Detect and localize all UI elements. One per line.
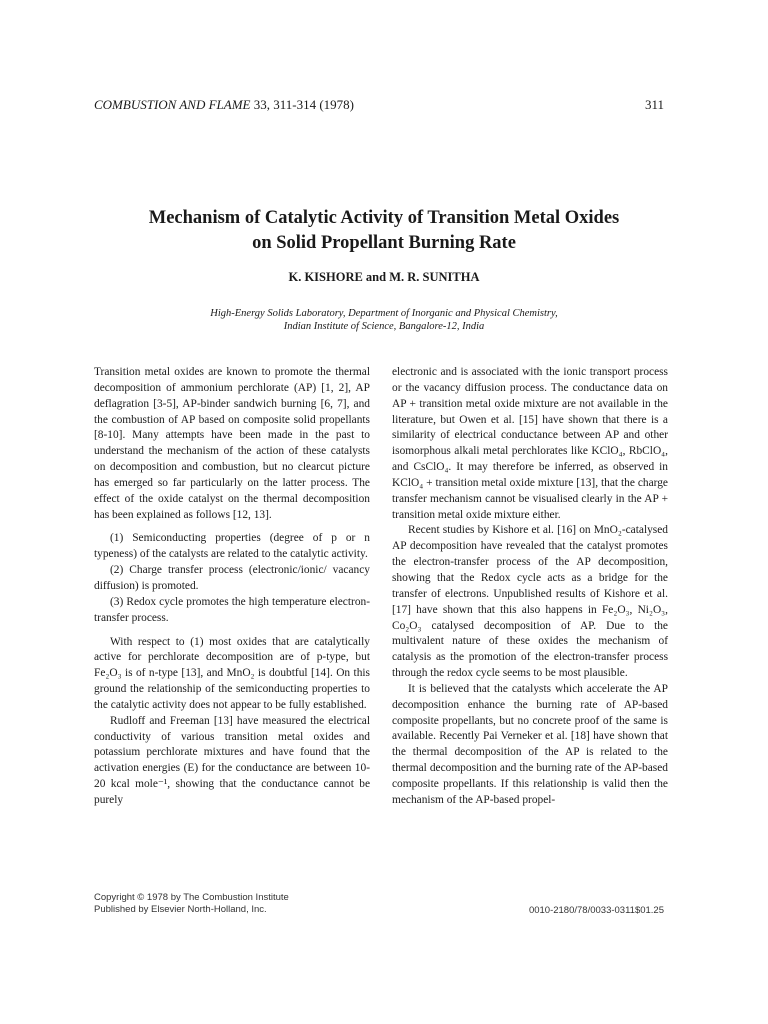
affiliation [100,307,668,333]
journal-citation [94,97,354,113]
title-line-1: Mechanism of Catalytic Activity of Transition Metal Oxides [148,208,620,228]
paper-title [100,206,668,256]
affiliation-line-2: Indian Institute of Science, Bangalore-12, India [283,321,485,332]
running-head [94,97,664,113]
right-column [392,365,668,809]
copyright-block [94,892,289,916]
journal-name: COMBUSTION AND FLAME [94,97,251,112]
left-column [94,365,370,809]
volume-pages: 33, 311-314 (1978) [250,97,354,112]
paragraph: Recent studies by Kishore et al. [16] on MnO₂-catalysed AP decomposition have revealed that the catalyst promotes the electron-transfer process of the AP decomposition, showing that the Redox cycle acts as a bridge for the transfer of electrons. Unpublished results of Kishore et al. [17] have shown that this also happens in Fe₂O₃, Ni₂O₃, Co₂O₃ catalysed decomposition of AP. Due to the multivalent nature of these oxides the mechanism of catalysis as the promotion of the electron-transfer process through the redox cycle seems to be most plausible. [392,524,668,680]
article-code: 0010-2180/78/0033-0311$01.25 [528,905,664,916]
page-number: 311 [644,97,664,112]
paragraph: (1) Semiconducting properties (degree of p or n typeness) of the catalysts are related to the catalytic activity. [94,532,370,561]
affiliation-line-1: High-Energy Solids Laboratory, Department of Inorganic and Physical Chemistry, [210,308,558,319]
paragraph: With respect to (1) most oxides that are catalytically active for perchlorate decomposition are of p-type, but Fe₂O₃ is of n-type [13], and MnO₂ is doubtful [14]. On this ground the relationship of the semiconducting properties to the catalytic activity does not appear to be fully established. [94,635,370,711]
paragraph: Rudloff and Freeman [13] have measured the electrical conductivity of various transition metal oxides and potassium perchlorate mixtures and have found that the activation energies (E) for the conductance are between 10-20 kcal mole⁻¹, showing that the conductance cannot be purely [94,714,370,806]
copyright-line: Copyright © 1978 by The Combustion Institute [94,892,289,903]
publisher-line: Published by Elsevier North-Holland, Inc. [94,904,267,915]
authors: K. KISHORE and M. R. SUNITHA [288,270,480,284]
title-line-2: on Solid Propellant Burning Rate [252,233,516,253]
paragraph: Transition metal oxides are known to promote the thermal decomposition of ammonium perchlorate (AP) [1, 2], AP deflagration [3-5], AP-binder sandwich burning [6, 7], and the combustion of AP based on composite solid propellants [8-10]. Many attempts have been made in the past to understand the mechanism of the action of these catalysts on decomposition and combustion, but no clearcut picture has emerged so far particularly on the latter process. The effect of the oxide catalyst on the thermal decomposition has been explained as follows [12, 13]. [94,366,370,521]
paragraph: It is believed that the catalysts which accelerate the AP decomposition enhance the burning rate of AP-based composite propellants, but no concrete proof of the same is available. Recently Pai Verneker et al. [18] have shown that the thermal decomposition of the AP is related to the thermal decomposition and the burning rate of the AP-based composite propellants. If this relationship is valid then the mechanism of the AP-based propel- [392,682,668,806]
paragraph: (2) Charge transfer process (electronic/ionic/ vacancy diffusion) is promoted. [94,564,370,592]
paragraph: electronic and is associated with the ionic transport process or the vacancy diffusion process. The conductance data on AP + transition metal oxide mixture are not available in the literature, but Owen et al. [15] have shown that there is a similarity of electrical conductance between AP and other isomorphous alkali metal perchlorates like KClO₄, RbClO₄, and CsClO₄. It may therefore be inferred, as observed in KClO₄ + transition metal oxide mixture [13], that the charge transfer mechanism cannot be visualised clearly in the AP + transition metal oxide mixture either. [392,366,668,521]
paragraph: (3) Redox cycle promotes the high temperature electron-transfer process. [94,595,370,624]
